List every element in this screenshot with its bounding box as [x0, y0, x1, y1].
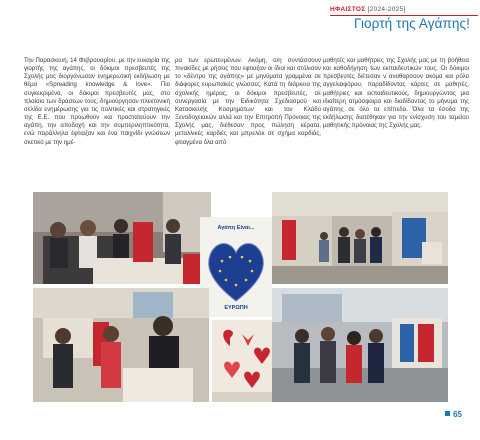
article-column-1: Την Παρασκευή, 14 Φεβρουαρίου, με την ευκαιρία της γιορτής της αγάπης, οι δόκιμοι πρεσβευτές της Σχολής μας διοργάνωσαν ενημερωτική εκδήλωση με θέμα «Spreading knowledge & love». Πιο συγκεκριμένα, οι δόκιμοι πρεσβευτές μας, στο πλαίσιο των δράσεων τους, δημιούργησαν πλεκτονική σελίδα ενημέρωσης για τις πολιτικές και στρατηγικές της Ε.Ε. που προωθούν και προστατεύουν την αγάπη, την αποδοχή και την συμπεριληπτικότητα, ενώ παράλληλα έφτιαξαν και ένα παιχνίδι γνώσεων σκετικό με την ημέ- — [24, 57, 170, 146]
magazine-name: ΗΦΑΙΣΤΟΣ — [330, 6, 366, 13]
photo-hearts-decoration-image — [212, 320, 272, 402]
article-column-2: ρα των ερωτευμένων. Ακόμη, ο/η συντάσσουν πινακίδες με ρήσεις που εφτιαξαν οι ίδιοι και στόλισαν το «δέντρο της αγάπης» με μηνύματα γραμμένα σε διάφορες ευρωπαϊκές γλώσσες. Κατά τη διάρκεια της σχολικής ημέρας, οι δόκιμοι πρεσβευτές, σε συνεργασία με την Ειδικότητα Σχεδιασμού και Κατασκευής Κοσμημάτων και τον Κλάδο Ξενοδοχειακών αλλά και την Επιτροπή Πρόνοιας της Σχολής μας, διέθεσαν προς πώληση κέρατα, μεταλλικές καρδιές και μπρελόκ σε σχήμα καρδιάς, φτιαγμένα όλα από — [175, 57, 321, 146]
photo-students-stand-image — [33, 192, 211, 284]
photo-visitors-stands-image — [272, 288, 448, 402]
heart-card-europe: ΕΥΡΩΠΗ — [224, 305, 248, 311]
page-number-value: 65 — [453, 410, 462, 419]
article-column-3: μαθητές και μαθήτριες της Σχολής μας με τη βοήθεια και καθοδήγηση των εκπαιδευτικών τους. Οι δόκιμοι πρεσβευτές διέτεσαν ν αναθαρσουν ακόμα και ρόλο αγγελιαφόρου, παραδίδοντας κάρτες σε μαθητές, μαθήτριες και εκπαιδευτικούς, δημιουργώντας μια ιδιαίτερη ατμόσφαιρα και διαδίδοντας το μήνυμα της αγάπης σε όλο τα επίπεδα. Όλα τα έσοδα της εκδήλωσης διατέθηκαν για την ενίσχυση του ταμείου μαθητικής πρόνοιας της Σχολής μας. — [323, 57, 469, 130]
page-marker-icon — [445, 411, 450, 416]
photo-students-stand — [33, 192, 211, 284]
heart-card-image — [200, 217, 272, 317]
article-title: Γιορτή της Αγάπης! — [354, 16, 470, 31]
magazine-period: [2024-2025] — [367, 6, 406, 13]
heart-card-caption: Αγάπη Είναι... — [217, 225, 255, 231]
photo-heart-card — [200, 217, 272, 317]
photo-students-table-image — [33, 288, 209, 402]
photo-students-table — [33, 288, 209, 402]
magazine-header — [330, 6, 406, 13]
photo-school-yard-image — [272, 192, 448, 284]
photo-visitors-stands — [272, 288, 448, 402]
photo-school-yard — [272, 192, 448, 284]
page-number — [445, 410, 462, 419]
photo-hearts-decoration — [212, 320, 272, 402]
